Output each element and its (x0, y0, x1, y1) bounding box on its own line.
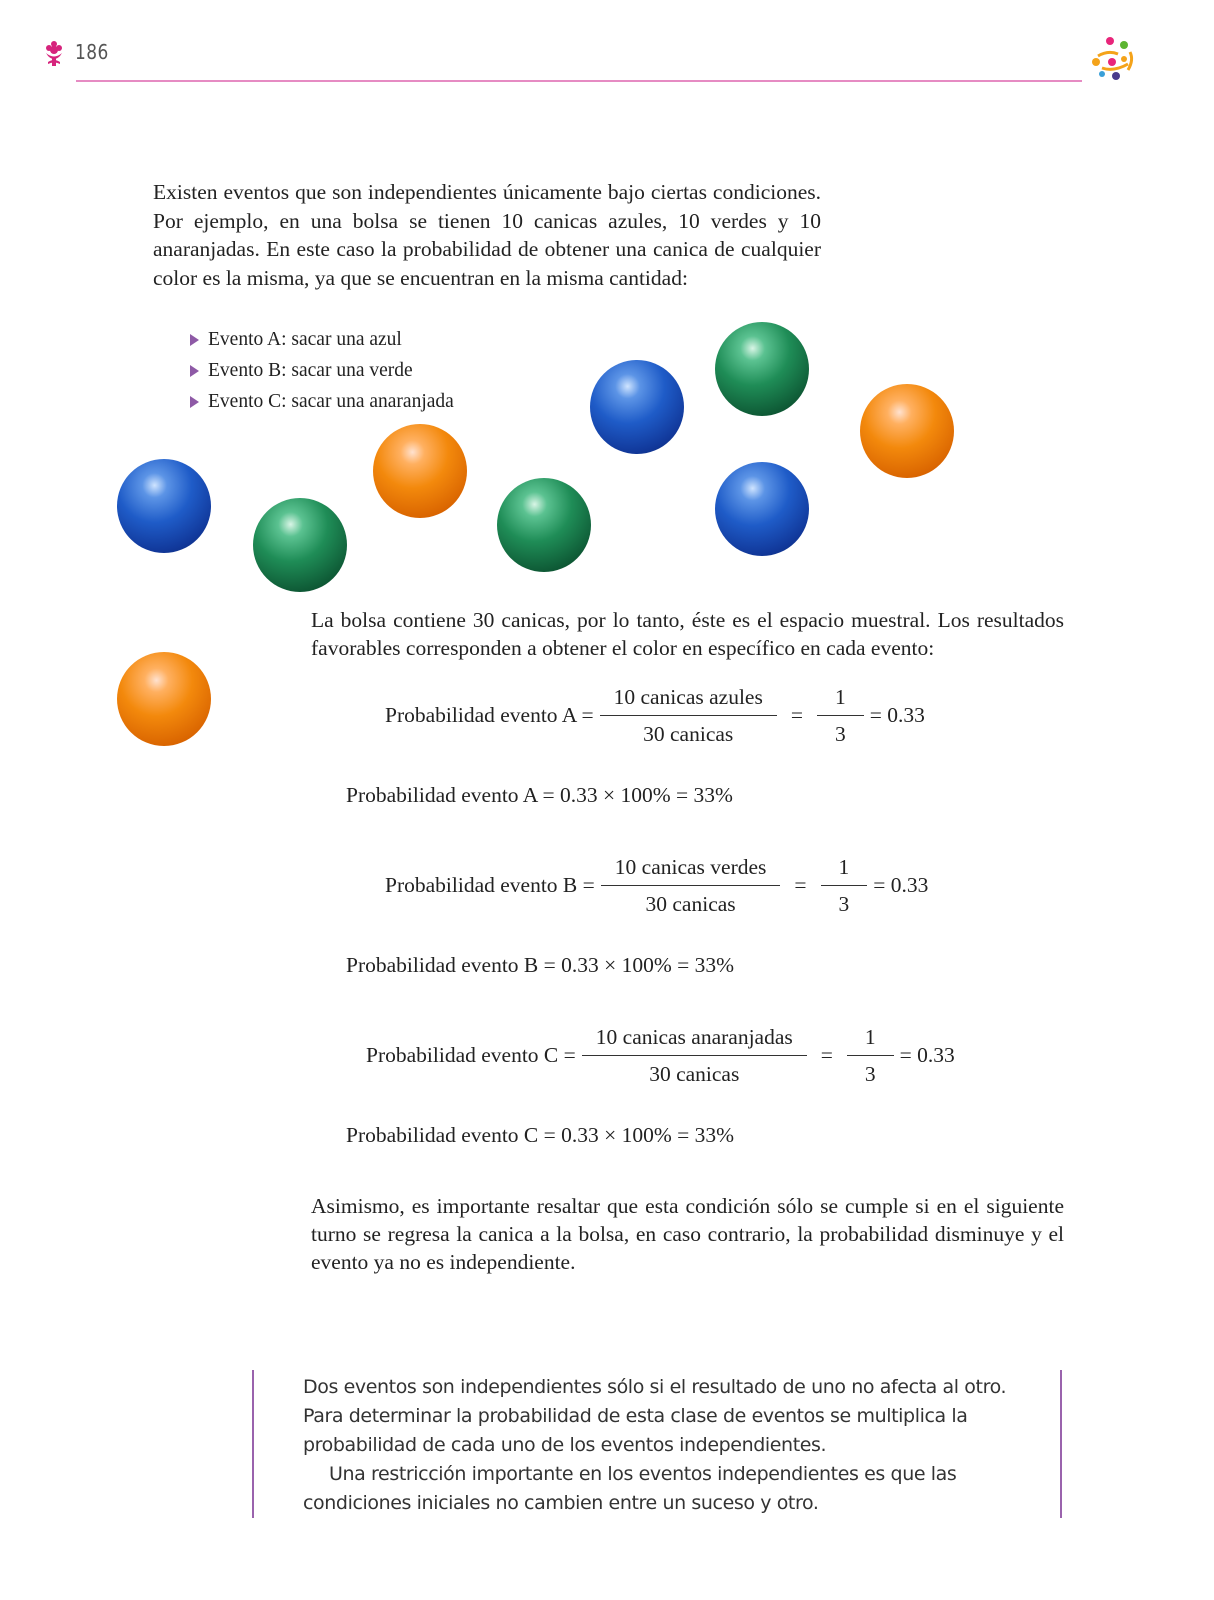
event-label: Evento A: sacar una azul (208, 329, 402, 350)
definition-paragraph: Una restricción importante en los eventos independientes es que las condiciones iniciales no cambien entre un suceso y otro. (303, 1463, 957, 1514)
percent-event-b: Probabilidad evento B = 0.33 × 100% = 33% (346, 953, 735, 977)
fraction-numerator: 10 canicas azules (600, 685, 777, 716)
fraction-numerator: 1 (847, 1025, 894, 1056)
fraction-numerator: 10 canicas verdes (601, 855, 781, 886)
formula-result: = 0.33 (869, 703, 925, 727)
blue-marble-image (715, 462, 809, 556)
fraction-denominator: 30 canicas (645, 892, 736, 916)
orange-marble-image (117, 652, 211, 746)
simplified-fraction (817, 685, 864, 746)
fraction-denominator: 3 (864, 1062, 876, 1086)
intro-text: Existen eventos que son independientes únicamente bajo ciertas condiciones. Por ejemplo, en una bolsa se tienen 10 canicas azules, 10 verdes y 10 anaranjadas. En este caso la probabilidad de obtener una canica de cualquier color es la misma, ya que se encuentran en la misma cantidad: (153, 180, 821, 290)
condition-text: Asimismo, es importante resaltar que esta condición sólo se cumple si en el siguiente turno se regresa la canica a la bolsa, en caso contrario, la probabilidad disminuye y el evento ya no es independiente. (311, 1194, 1064, 1274)
bullet-triangle-icon (190, 396, 199, 408)
fraction-denominator: 30 canicas (649, 1062, 740, 1086)
bullet-triangle-icon (190, 365, 199, 377)
fraction (600, 685, 777, 746)
fraction (601, 855, 781, 916)
equals-sign: = (820, 1043, 833, 1067)
logo-icon (1088, 32, 1140, 84)
event-label: Evento B: sacar una verde (208, 360, 413, 381)
fraction-denominator: 3 (838, 892, 850, 916)
fraction-numerator: 1 (821, 855, 868, 886)
definition-paragraph: Dos eventos son independientes sólo si el resultado de uno no afecta al otro. Para determinar la probabilidad de esta clase de eventos se multiplica la probabilidad de cada uno de los eventos independientes. (303, 1376, 1007, 1456)
list-item (190, 324, 454, 355)
formula-event-a (385, 685, 925, 746)
green-marble-image (497, 478, 591, 572)
fraction-numerator: 1 (817, 685, 864, 716)
bullet-triangle-icon (190, 334, 199, 346)
event-label: Evento C: sacar una anaranjada (208, 391, 454, 412)
sample-space-paragraph (311, 606, 1064, 662)
fraction (582, 1025, 807, 1086)
equals-sign: = (790, 703, 803, 727)
simplified-fraction (821, 855, 868, 916)
formula-label: Probabilidad evento C = (366, 1043, 576, 1067)
equals-sign: = (794, 873, 807, 897)
orange-marble-image (373, 424, 467, 518)
intro-paragraph (153, 178, 821, 292)
orange-marble-image (860, 384, 954, 478)
fraction-numerator: 10 canicas anaranjadas (582, 1025, 807, 1056)
sample-space-text: La bolsa contiene 30 canicas, por lo tanto, éste es el espacio muestral. Los resultados favorables corresponden a obtener el color en específico en cada evento: (311, 608, 1064, 660)
formula-result: = 0.33 (873, 873, 929, 897)
flower-icon (40, 40, 68, 68)
formula-label: Probabilidad evento A = (385, 703, 594, 727)
formula-result: = 0.33 (899, 1043, 955, 1067)
green-marble-image (253, 498, 347, 592)
fraction-denominator: 3 (834, 722, 846, 746)
fraction-denominator: 30 canicas (643, 722, 734, 746)
header-rule (76, 80, 1082, 82)
simplified-fraction (847, 1025, 894, 1086)
condition-paragraph (311, 1192, 1064, 1276)
formula-event-c (366, 1025, 955, 1086)
percent-event-c: Probabilidad evento C = 0.33 × 100% = 33% (346, 1123, 735, 1147)
list-item (190, 355, 454, 386)
formula-label: Probabilidad evento B = (385, 873, 595, 897)
blue-marble-image (117, 459, 211, 553)
page-number: 186 (75, 40, 109, 64)
definition-text (303, 1373, 1015, 1518)
event-list (190, 324, 454, 417)
green-marble-image (715, 322, 809, 416)
list-item (190, 386, 454, 417)
percent-event-a: Probabilidad evento A = 0.33 × 100% = 33% (346, 783, 733, 807)
blue-marble-image (590, 360, 684, 454)
formula-event-b (385, 855, 928, 916)
